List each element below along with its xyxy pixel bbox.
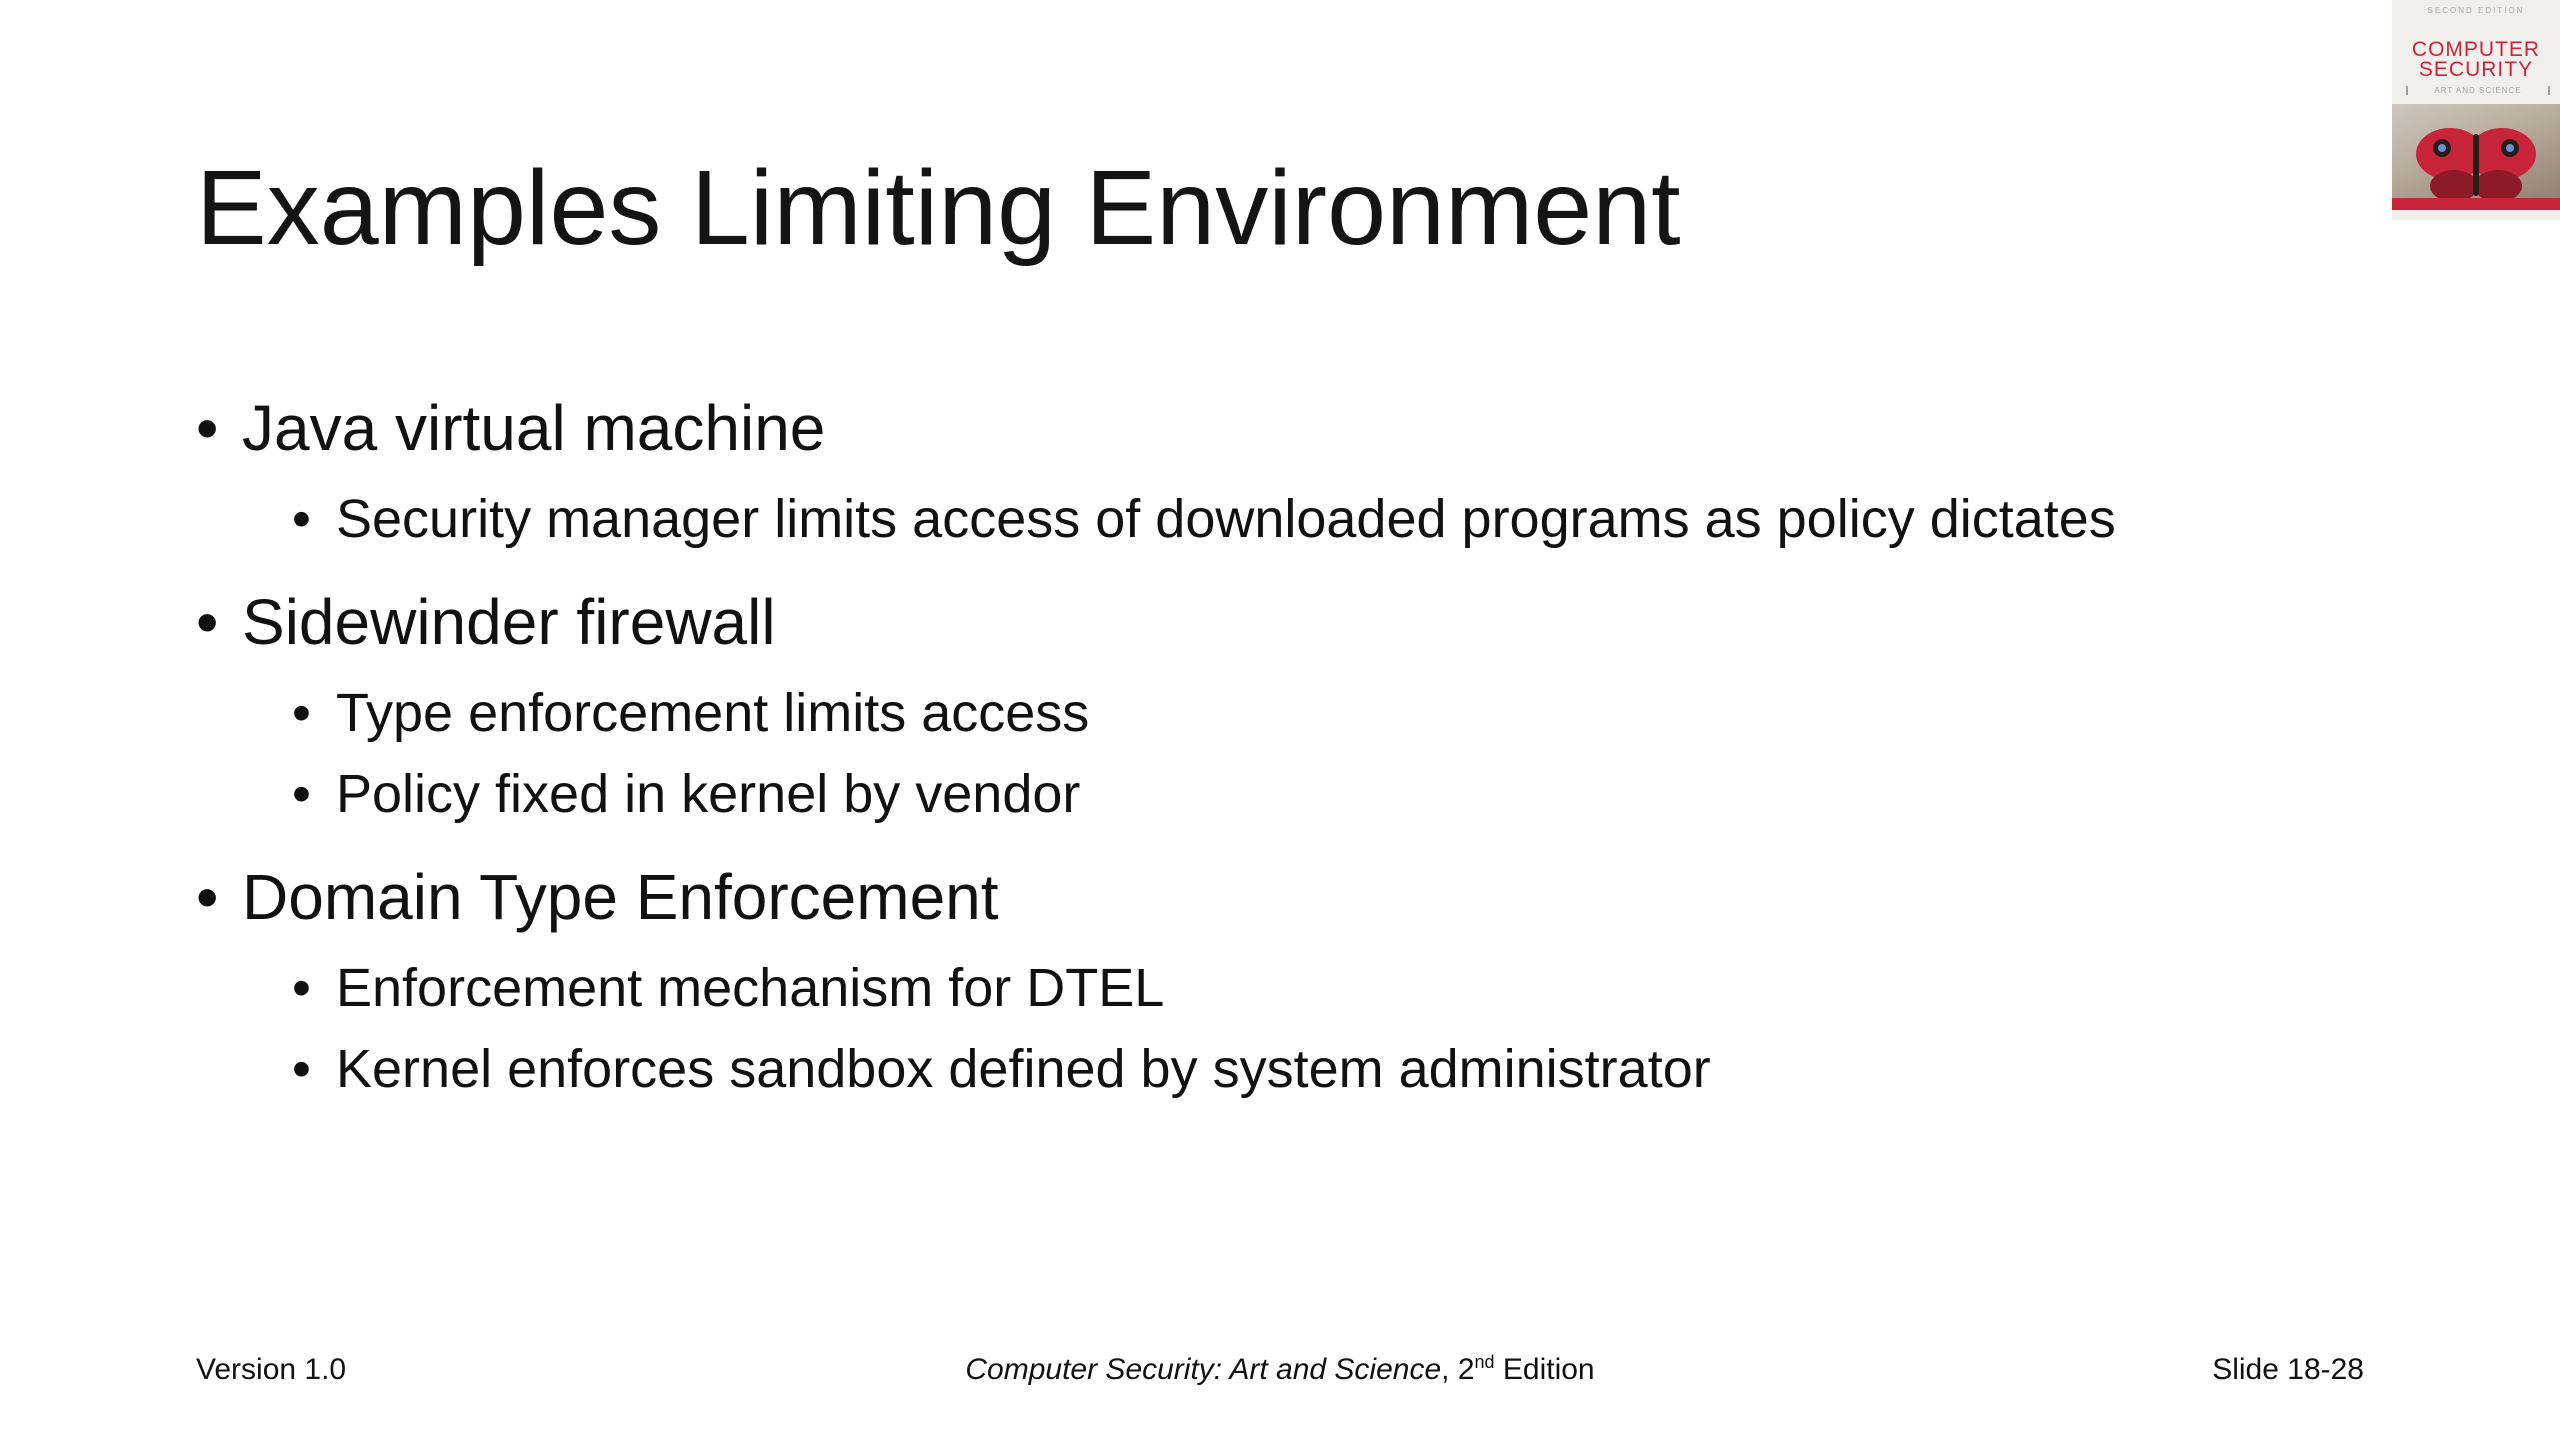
- footer-book-title: Computer Security: Art and Science: [965, 1353, 1442, 1386]
- book-cover-band: [2392, 198, 2560, 210]
- footer-book-citation: [0, 1352, 2560, 1388]
- bullet-sidewinder-firewall: • Sidewinder firewall: [196, 582, 2346, 662]
- book-cover-title-line2: SECURITY: [2418, 58, 2534, 81]
- book-cover-image: [2392, 0, 2560, 220]
- footer-slide-number: Slide 18-28: [2212, 1353, 2364, 1386]
- book-cover-title: [2392, 40, 2560, 80]
- footer-edition-number: , 2: [1441, 1353, 1475, 1386]
- book-cover-subtitle: ART AND SCIENCE: [2406, 86, 2550, 95]
- footer-edition-suffix: Edition: [1494, 1353, 1595, 1386]
- sub-bullet-kernel-sandbox: • Kernel enforces sandbox defined by system administrator: [292, 1036, 2346, 1104]
- bullet-domain-type-enforcement: • Domain Type Enforcement: [196, 857, 2346, 937]
- book-cover-art: [2392, 104, 2560, 210]
- sub-bullet-policy-fixed: • Policy fixed in kernel by vendor: [292, 761, 2346, 829]
- bullet-java-vm: • Java virtual machine: [196, 388, 2346, 468]
- butterfly-icon: [2392, 104, 2560, 210]
- slide-title: Examples Limiting Environment: [196, 149, 1681, 267]
- book-cover-edition: SECOND EDITION: [2427, 6, 2525, 15]
- bullet-group-3: [196, 857, 2346, 1104]
- sub-bullet-enforcement-mechanism: • Enforcement mechanism for DTEL: [292, 955, 2346, 1023]
- book-cover-title-line1: COMPUTER: [2411, 38, 2541, 61]
- slide-body: [196, 388, 2346, 1132]
- bullet-group-1: [196, 388, 2346, 554]
- bullet-group-2: [196, 582, 2346, 829]
- sub-bullet-security-manager: • Security manager limits access of downloaded programs as policy dictates: [292, 486, 2346, 554]
- footer-version: Version 1.0: [196, 1353, 347, 1386]
- sub-bullet-type-enforcement: • Type enforcement limits access: [292, 680, 2346, 748]
- footer-edition-sup: nd: [1474, 1352, 1495, 1372]
